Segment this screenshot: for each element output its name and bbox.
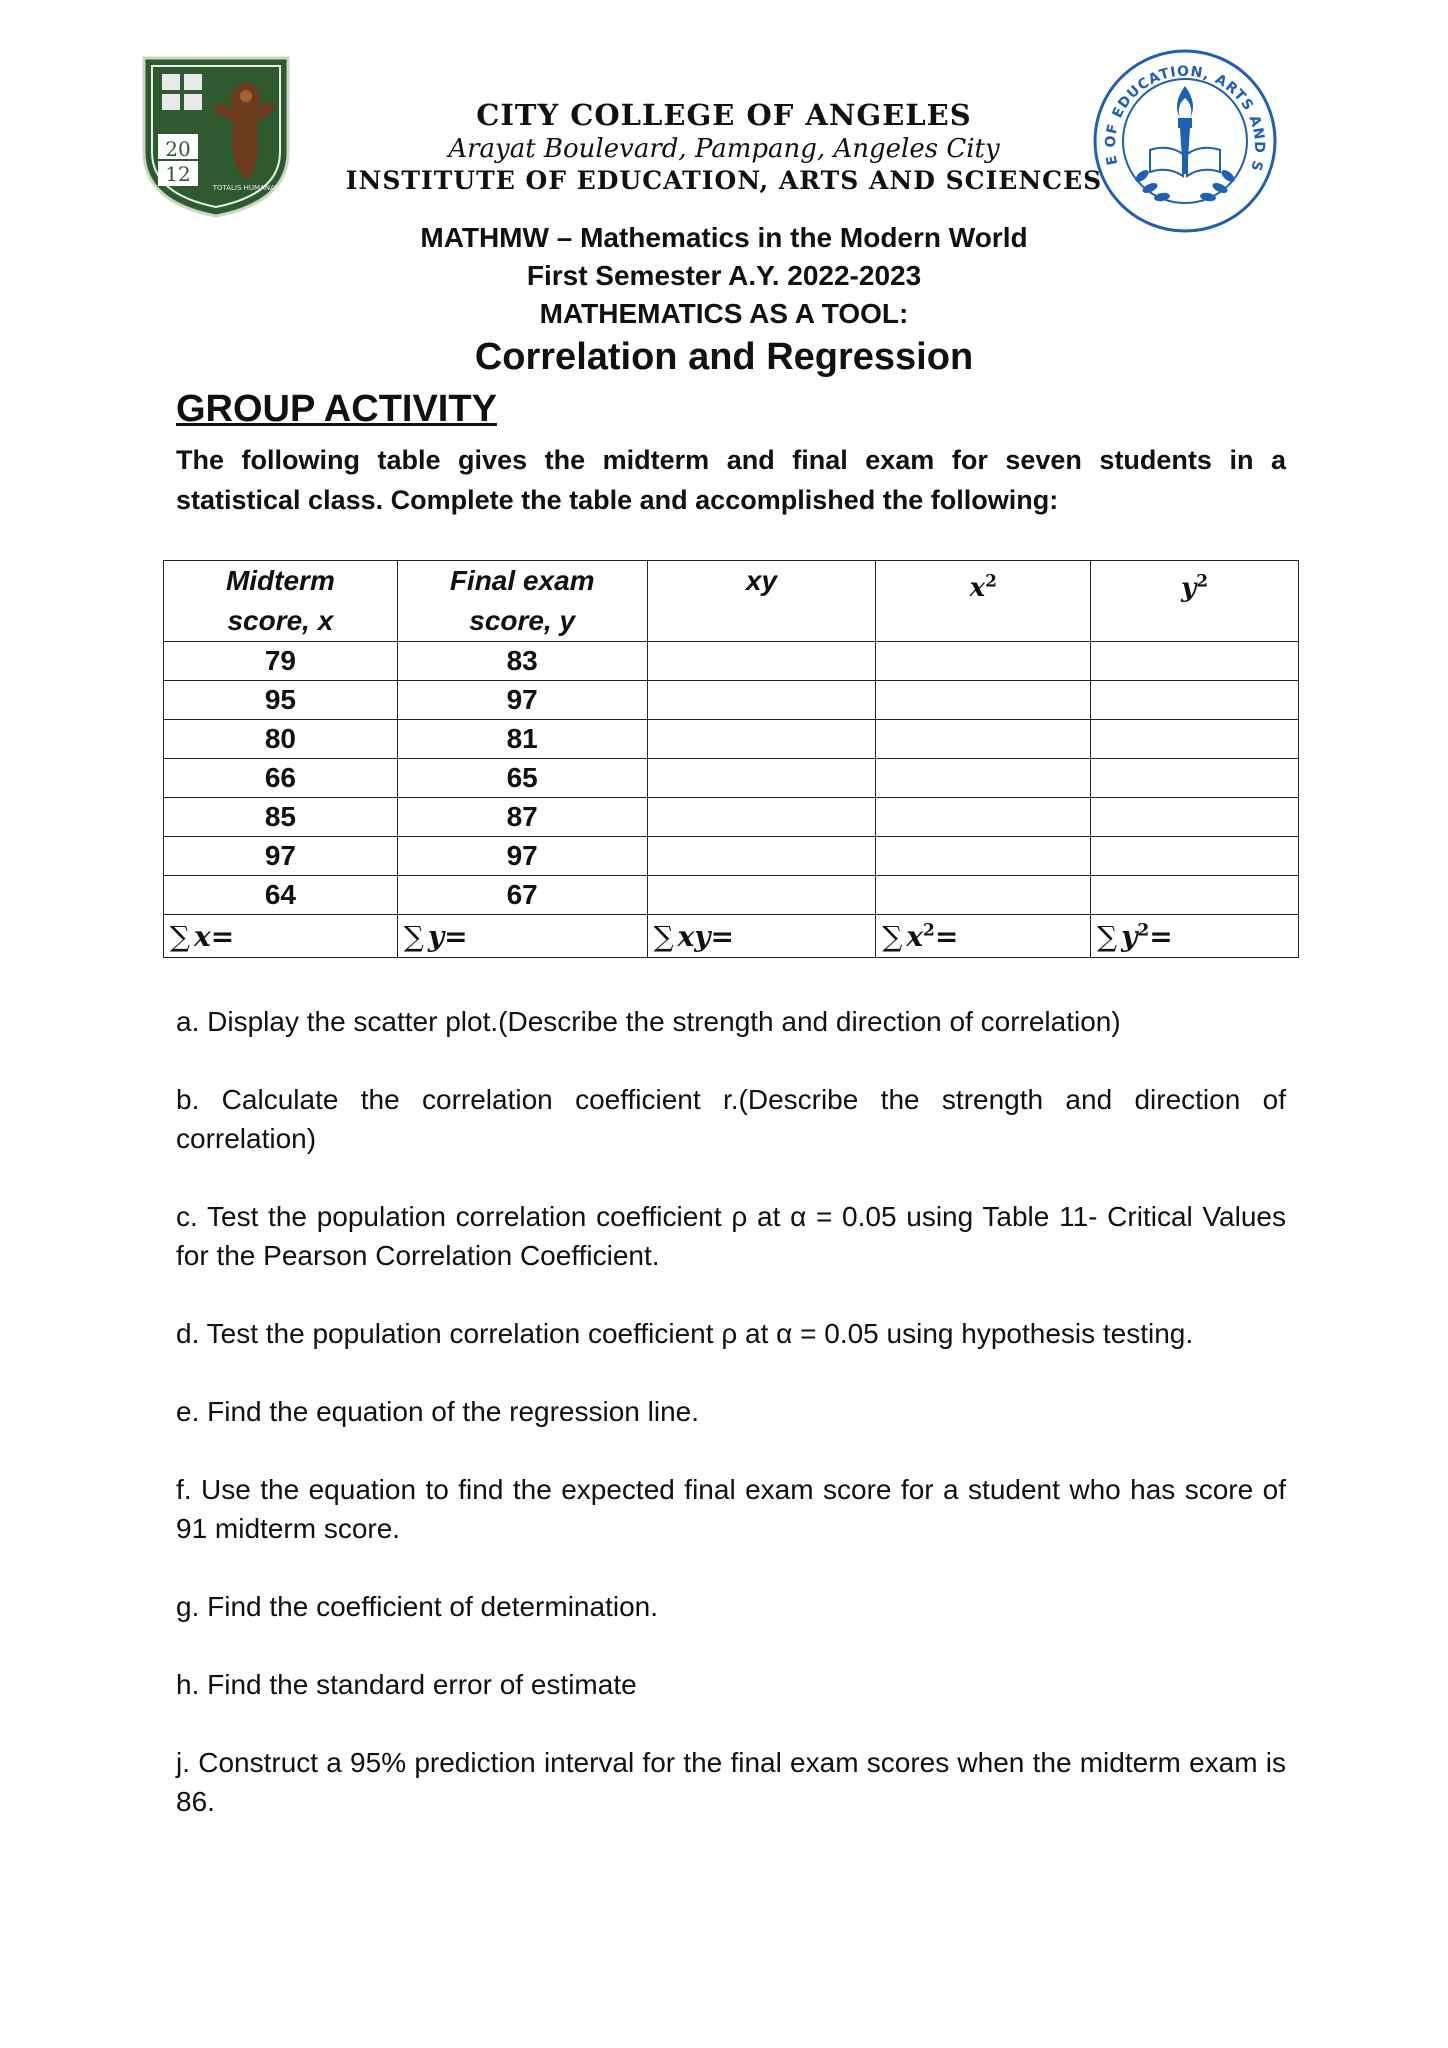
table-row: 66 65 — [164, 759, 1299, 798]
question-c: c. Test the population correlation coefficient ρ at α = 0.05 using Table 11- Critical Values for the Pearson Correlation Coefficient. — [176, 1201, 1286, 1271]
activity-title: GROUP ACTIVITY — [176, 388, 497, 430]
table-header-row — [164, 561, 1299, 642]
institute-name: INSTITUTE OF EDUCATION, ARTS AND SCIENCES — [345, 166, 1103, 195]
semester: First Semester A.Y. 2022-2023 — [526, 260, 922, 291]
sum-y: ∑ y= — [397, 915, 647, 958]
logo-year-top: 20 — [165, 137, 191, 161]
table-row: 85 87 — [164, 798, 1299, 837]
course-title: MATHMW – Mathematics in the Modern World — [420, 222, 1028, 253]
question-g: g. Find the coefficient of determination. — [176, 1591, 658, 1622]
question-f: f. Use the equation to find the expected final exam score for a student who has score of 91 midterm score. — [176, 1474, 1286, 1544]
logo-year-bottom: 12 — [165, 162, 191, 186]
table-row: 80 81 — [164, 720, 1299, 759]
table-sum-row — [164, 915, 1299, 958]
seal-text: E OF EDUCATION, ARTS AND S — [1102, 63, 1268, 174]
table-row: 64 67 — [164, 876, 1299, 915]
section-label: MATHEMATICS AS A TOOL: — [539, 298, 909, 329]
college-name: CITY COLLEGE OF ANGELES — [476, 98, 972, 132]
table-row: 95 97 — [164, 681, 1299, 720]
table-row: 79 83 — [164, 642, 1299, 681]
question-a: a. Display the scatter plot.(Describe the strength and direction of correlation) — [176, 1006, 1121, 1037]
logo-motto: TOTALIS HUMANAE — [212, 184, 280, 192]
header-final: Final exam score, y — [397, 561, 647, 642]
header-midterm: Midterm score, x — [164, 561, 398, 642]
activity-instructions: The following table gives the midterm and final exam for seven students in a statistical class. Complete the table and accomplished the following: — [176, 445, 1286, 515]
question-e: e. Find the equation of the regression line. — [176, 1396, 700, 1427]
topic-title: Correlation and Regression — [474, 336, 974, 378]
sum-y-squared: ∑ $y^2=$ — [1091, 915, 1299, 958]
data-table — [163, 560, 1299, 958]
table-row: 97 97 — [164, 837, 1299, 876]
header-xy: xy — [647, 561, 876, 642]
question-h: h. Find the standard error of estimate — [176, 1669, 637, 1700]
header-x-squared: $x^2$ — [876, 561, 1091, 642]
header-y-squared: $y^2$ — [1091, 561, 1299, 642]
question-d: d. Test the population correlation coefficient ρ at α = 0.05 using hypothesis testing. — [176, 1318, 1194, 1349]
question-j: j. Construct a 95% prediction interval for the final exam scores when the midterm exam is 86. — [176, 1747, 1286, 1817]
sum-xy: ∑ xy= — [647, 915, 876, 958]
college-address: Arayat Boulevard, Pampang, Angeles City — [448, 134, 1000, 164]
sum-x: ∑ x= — [164, 915, 398, 958]
question-b: b. Calculate the correlation coefficient r.(Describe the strength and direction of correlation) — [176, 1084, 1286, 1154]
sum-x-squared: ∑ $x^2=$ — [876, 915, 1091, 958]
